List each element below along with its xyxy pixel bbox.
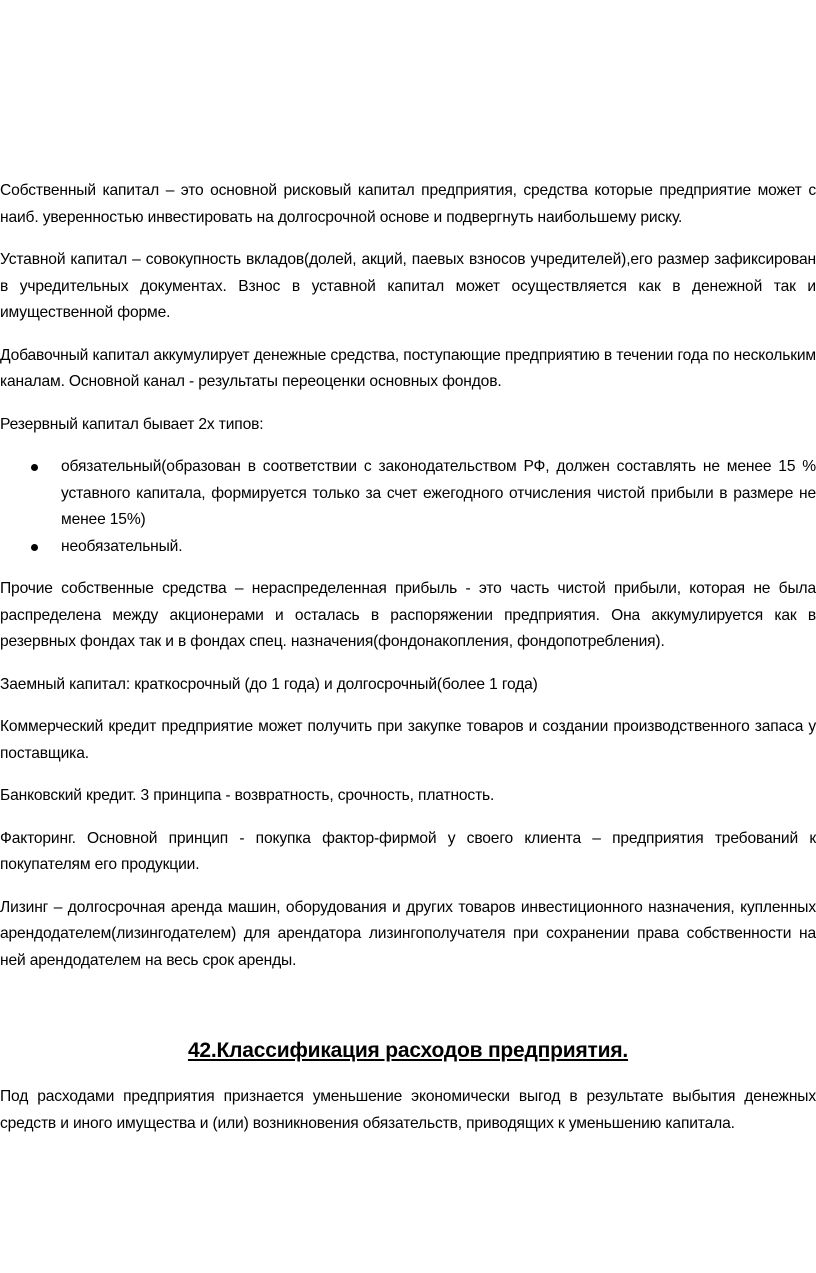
paragraph-own-capital: Собственный капитал – это основной рисковый капитал предприятия, средства которые предприятие может с наиб. уверенностью инвестировать на долгосрочной основе и подвергнуть наибольшему риску. xyxy=(0,182,816,226)
bullet-icon xyxy=(31,464,38,471)
paragraph-bank-credit: Банковский кредит. 3 принципа - возвратность, срочность, платность. xyxy=(0,787,495,804)
reserve-types-list xyxy=(0,454,816,560)
paragraph-additional-capital: Добавочный капитал аккумулирует денежные средства, поступающие предприятию в течении года по нескольким каналам. Основной канал - результаты переоценки основных фондов. xyxy=(0,346,816,390)
paragraph-borrowed-capital: Заемный капитал: краткосрочный (до 1 года) и долгосрочный(более 1 года) xyxy=(0,675,538,693)
paragraph-reserve-capital: Резервный капитал бывает 2х типов: xyxy=(0,415,264,433)
bullet-icon xyxy=(31,544,38,551)
paragraph-expenses-definition: Под расходами предприятия признается уменьшение экономически выгод в результате выбытия денежных средств и иного имущества и (или) возникновения обязательств, приводящих к уменьшению капитала. xyxy=(0,1088,816,1132)
list-item-text: обязательный(образован в соответствии с законодательством РФ, должен составлять не менее 15 % уставного капитала, формируется только за счет ежегодного отчисления чистой прибыли в размере не менее 15%) xyxy=(61,458,816,528)
paragraph-authorized-capital: Уставной капитал – совокупность вкладов(долей, акций, паевых взносов учредителей),его размер зафиксирован в учредительных документах. Взнос в уставной капитал может осуществляется как в денежной так и имущественной форме. xyxy=(0,251,816,321)
list-item xyxy=(0,534,816,561)
document-page xyxy=(0,178,816,1153)
paragraph-factoring: Факторинг. Основной принцип - покупка фактор-фирмой у своего клиента – предприятия требований к покупателям его продукции. xyxy=(0,829,816,873)
paragraph-commercial-credit: Коммерческий кредит предприятие может получить при закупке товаров и создании производственного запаса у поставщика. xyxy=(0,718,816,762)
section-heading: 42.Классификация расходов предприятия. xyxy=(187,1039,629,1062)
list-item xyxy=(0,454,816,534)
paragraph-leasing: Лизинг – долгосрочная аренда машин, оборудования и других товаров инвестиционного назначения, купленных арендодателем(лизингодателем) для арендатора лизингополучателя при сохранении права собственности на ней арендодателем на весь срок аренды. xyxy=(0,898,816,969)
paragraph-other-own-funds: Прочие собственные средства – нераспределенная прибыль - это часть чистой прибыли, которая не была распределена между акционерами и осталась в распоряжении предприятия. Она аккумулируется как в резервных фондах так и в фондах спец. назначения(фондонакопления, фондопотребления). xyxy=(0,580,816,650)
list-item-text: необязательный. xyxy=(61,537,183,555)
